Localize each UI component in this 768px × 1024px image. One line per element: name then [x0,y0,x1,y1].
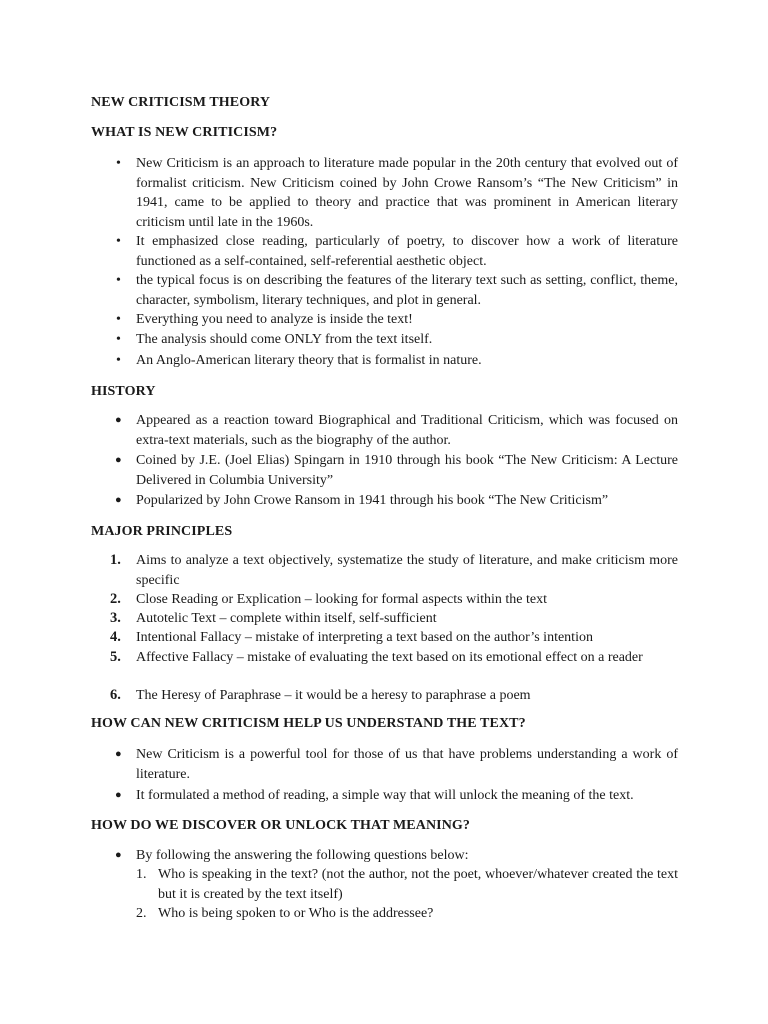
list-item: It formulated a method of reading, a simple way that will unlock the meaning of the text. [136,788,634,803]
list-number: 2. [110,591,121,607]
bullet-icon: ● [115,454,122,466]
list-number: 1. [110,552,121,568]
list-item: It emphasized close reading, particularly of poetry, to discover how a work of literature functioned as a self-contained, self-referential aesthetic object. [136,234,678,269]
list-item: Affective Fallacy – mistake of evaluating the text based on its emotional effect on a reader [136,650,643,665]
sub-list-item: Who is speaking in the text? (not the author, not the poet, whoever/whatever created the text but it is created by the text itself) [158,867,678,902]
bullet-icon: ● [115,748,122,760]
list-item: Intentional Fallacy – mistake of interpreting a text based on the author’s intention [136,630,593,645]
bullet-icon: • [116,312,121,327]
list-number: 5. [110,649,121,665]
sub-list-number: 2. [136,906,147,921]
list-item: Appeared as a reaction toward Biographical and Traditional Criticism, which was focused on extra-text materials, such as the biography of the author. [136,413,678,448]
list-item: New Criticism is an approach to literature made popular in the 20th century that evolved out of formalist criticism. New Criticism coined by John Crowe Ransom’s “The New Criticism” in 1941, came to be applied to theory and practice that was prominent in American literary criticism until late in the 1960s. [136,156,678,230]
sub-list-item: Who is being spoken to or Who is the addressee? [158,906,434,921]
list-item: The analysis should come ONLY from the text itself. [136,332,433,347]
bullet-icon: ● [115,494,122,506]
list-item: Coined by J.E. (Joel Elias) Spingarn in 1910 through his book “The New Criticism: A Lecture Delivered in Columbia University” [136,453,678,488]
document-title: NEW CRITICISM THEORY [91,95,271,110]
section-heading-history: HISTORY [91,384,156,399]
list-number: 6. [110,687,121,703]
bullet-icon: • [116,234,121,249]
bullet-icon: • [116,156,121,171]
bullet-icon: • [116,353,121,368]
bullet-icon: • [116,332,121,347]
bullet-icon: • [116,273,121,288]
bullet-icon: ● [115,414,122,426]
list-item: the typical focus is on describing the features of the literary text such as setting, conflict, theme, character, symbolism, literary techniques, and plot in general. [136,273,678,308]
section-heading-what-is: WHAT IS NEW CRITICISM? [91,125,278,140]
list-item: By following the answering the following questions below: [136,848,469,863]
list-number: 3. [110,610,121,626]
list-item: Everything you need to analyze is inside the text! [136,312,413,327]
list-number: 4. [110,629,121,645]
list-item: The Heresy of Paraphrase – it would be a heresy to paraphrase a poem [136,688,531,703]
section-heading-major-principles: MAJOR PRINCIPLES [91,524,233,539]
bullet-icon: ● [115,849,122,861]
list-item: Autotelic Text – complete within itself, self-sufficient [136,611,437,626]
list-item: Popularized by John Crowe Ransom in 1941 through his book “The New Criticism” [136,493,609,508]
list-item: Aims to analyze a text objectively, systematize the study of literature, and make criticism more specific [136,553,678,588]
bullet-icon: ● [115,789,122,801]
list-item: An Anglo-American literary theory that is formalist in nature. [136,353,482,368]
list-item: New Criticism is a powerful tool for those of us that have problems understanding a work of literature. [136,747,678,782]
section-heading-how-can: HOW CAN NEW CRITICISM HELP US UNDERSTAND THE TEXT? [91,716,526,731]
section-heading-how-do: HOW DO WE DISCOVER OR UNLOCK THAT MEANING? [91,818,471,833]
sub-list-number: 1. [136,867,147,882]
list-item: Close Reading or Explication – looking for formal aspects within the text [136,592,547,607]
